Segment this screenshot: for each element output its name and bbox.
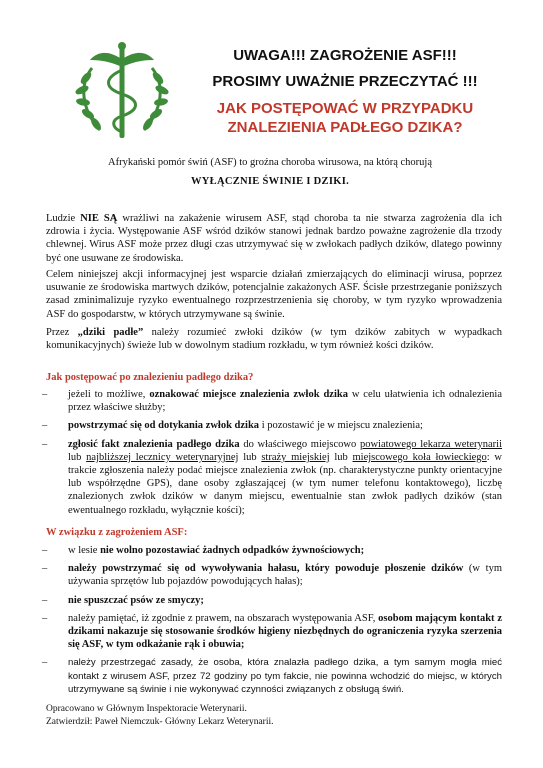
paragraph-campaign-goal: Celem niniejszej akcji informacyjnej jest wsparcie działań zmierzających do eliminacji wirusa, poprzez usuwanie ze środowiska martwych dzików, potencjalnie zakażonych ASF. Ścisłe przestrzeganie poniższych zasad zminimalizuje ryzyko ewentualnego rozprzestrzenienia się choroby, w tym ryzyko wprowadzenia ASF do gospodarstw, w których utrzymywane są świnie.: [46, 269, 502, 320]
vet-officer-contact: powiatowego lekarza weterynarii: [359, 438, 503, 450]
p3-text-a: Przez: [46, 327, 78, 338]
list-dash: –: [42, 657, 48, 669]
intro-line: Afrykański pomór świń (ASF) to groźna choroba wirusowa, na którą chorują: [108, 157, 432, 168]
list-item: – jeżeli to możliwe, oznakować miejsce znalezienia zwłok dzika w celu ułatwienia ich odnalezienia przez właściwe służby;: [42, 389, 503, 414]
p1-bold: NIE SĄ: [80, 213, 118, 224]
paragraph-humans-not-susceptible: [46, 212, 502, 265]
procedure-list: [40, 388, 502, 522]
section-heading-asf-threat: W związku z zagrożeniem ASF:: [46, 527, 188, 538]
p3-text-c: należy rozumieć zwłoki dzików (w tym dzików zabitych w wypadkach komunikacyjnych) świeże lub w dowolnym stadium rozkładu, w tym również kości dzików.: [46, 327, 502, 352]
veterinary-caduceus-logo-icon: [62, 38, 182, 146]
section-heading-procedure: Jak postępować po znalezieniu padłego dzika?: [46, 372, 254, 383]
list-dash: –: [42, 594, 48, 606]
p3-bold: „dziki padłe”: [77, 327, 144, 338]
hunting-club-contact: miejscowego koła łowieckiego: [352, 451, 487, 463]
paragraph-dead-boar-definition: [46, 326, 502, 352]
list-item: – powstrzymać się od dotykania zwłok dzika i pozostawić je w miejscu znalezienia;: [42, 420, 423, 432]
main-question-line-1: JAK POSTĘPOWAĆ W PRZYPADKU: [216, 100, 474, 117]
list-dash: –: [42, 545, 48, 556]
list-item: – należy przestrzegać zasady, że osoba, która znalazła padłego dzika, a tym samym mogła mieć kontakt z wirusem ASF, przez 72 godziny po tym fakcie, nie powinna wchodzić do miejsc, w których utrzymywane są świnie i nie wykonywać czynności związanych z obsługą świń.: [42, 657, 502, 696]
city-guard-contact: straży miejskiej: [261, 451, 330, 463]
p1-text-a: Ludzie: [46, 213, 81, 224]
read-carefully-title: PROSIMY UWAŻNIE PRZECZYTAĆ !!!: [212, 73, 478, 90]
asf-rules-list: [40, 544, 502, 702]
footer-approved-by: Zatwierdził: Paweł Niemczuk- Główny Lekarz Weterynarii.: [46, 717, 274, 727]
list-item: – w lesie nie wolno pozostawiać żadnych odpadków żywnościowych;: [42, 545, 365, 556]
main-question-title: [180, 99, 510, 137]
list-dash: –: [42, 438, 48, 450]
footer-prepared-by: Opracowano w Głównym Inspektoracie Weterynarii.: [46, 704, 247, 714]
list-item: – nie spuszczać psów ze smyczy;: [42, 594, 204, 606]
list-item: – zgłosić fakt znalezienia padłego dzika do właściwego miejscowo powiatowego lekarza weterynarii lub najbliższej lecznicy weterynaryjnej lub straży miejskiej lub miejscowego koła łowieckiego: w trakcie zgłoszenia należy podać miejsce znalezienia zwłok (np. charakterystyczne punkty orientacyjne lub współrzędne GPS), dane osoby zgłaszającej (w tym numer telefonu kontaktowego), liczbę znalezionych zwłok dzików w danym miejscu, ewentualnie stan zwłok padłych dzików (stan ewentualnego rozkładu, wyłącznie kości);: [42, 438, 503, 516]
list-dash: –: [42, 389, 48, 400]
list-item: – należy pamiętać, iż zgodnie z prawem, na obszarach występowania ASF, osobom mającym kontakt z dzikami nakazuje się stosowanie środków higieny niezbędnych do ograniczenia ryzyka szerzenia się ASF, w tym odkażanie rąk i obuwia;: [42, 612, 502, 651]
list-item: – należy powstrzymać się od wywoływania hałasu, który powoduje płoszenie dzików (w tym używania sprzętów lub pojazdów powodujących hałas);: [42, 563, 502, 588]
intro-emphasis: WYŁĄCZNIE ŚWINIE I DZIKI.: [190, 176, 350, 187]
warning-title: UWAGA!!! ZAGROŻENIE ASF!!!: [233, 47, 457, 64]
vet-clinic-contact: najbliższej lecznicy weterynaryjnej: [86, 451, 239, 463]
p1-text-c: wrażliwi na zakażenie wirusem ASF, stąd choroba ta nie stwarza zagrożenia dla ich zdrowia i życia. Występowanie ASF wśród dzików stanowi jednak bardzo poważne zagrożenie dla trzody chlewnej. Wirus ASF może przez długi czas utrzymywać się w zwłokach padłych dzików, dlatego powinny być one usuwane ze środowiska.: [46, 213, 502, 264]
list-dash: –: [42, 563, 48, 575]
list-dash: –: [42, 612, 48, 624]
main-question-line-2: ZNALEZIENIA PADŁEGO DZIKA?: [227, 119, 463, 136]
list-dash: –: [42, 420, 48, 432]
